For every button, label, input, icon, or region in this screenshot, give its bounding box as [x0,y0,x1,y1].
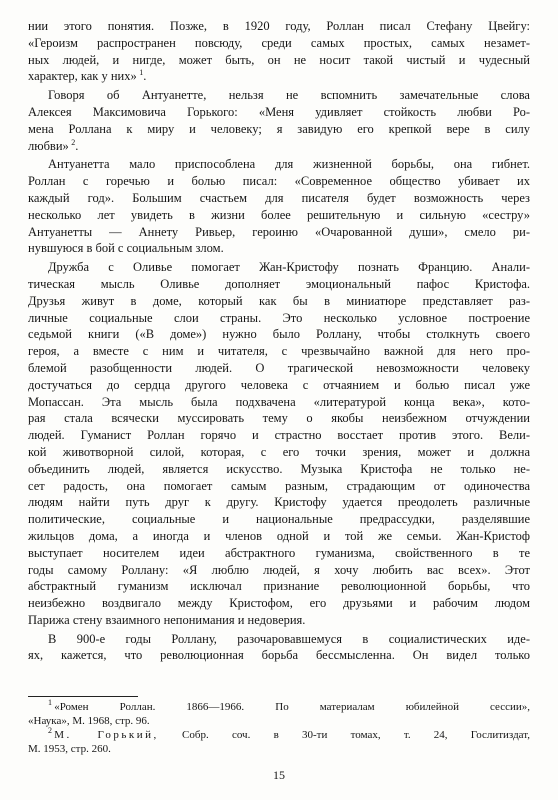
footnote-line [28,728,530,742]
text-line: нии этого понятия. Позже, в 1920 году, Роллан писал Стефану Цвейгу: [28,19,530,33]
text-fragment: Дружба с Оливье помогает Жан-Кристофу познать Францию. Анали- [48,260,530,275]
paragraph-1 [28,18,530,85]
footnote-line: М. 1953, стр. 260. [28,743,111,755]
text-line: любви» $^2$. [28,137,79,153]
text-fragment: Говоря об Антуанетте, нельзя не вспомнить замечательные слова [48,88,530,103]
paragraph-2 [28,87,530,154]
text-line: Антуанетты — Аннету Ривьер, героиню «Очарованной души», смело ри- [28,224,530,239]
footnote-text: Собр. соч. в 30-ти томах, т. 24, Гослитиздат, [182,729,530,741]
footnote-mark: 1 [48,698,52,707]
text-line: политические, социальные и национальные предрассудки, разделявшие [28,512,530,527]
text-line [28,259,530,276]
text-line: достучаться до сердца другого человека с отчаянием и болью писал уже [28,377,530,392]
text-line: героя, а вместе с ним и читателя, с чрезвычайно важной для него про- [28,344,530,359]
paragraph-3 [28,156,530,257]
text-line: нувшуюся в бой с социальным злом. [28,241,224,256]
text-line: рая стала всячески муссировать тему о якобы неизбежном отчуждении [28,411,530,426]
text-line [28,87,530,104]
text-fragment: Антуанетта мало приспособлена для жизненной борьбы, она гибнет. [48,157,530,172]
main-text [28,18,530,664]
text-line: Алексея Максимовича Горького: «Меня удивляет стойкость любви Ро- [28,104,530,119]
footnote-2 [28,728,530,756]
text-line: годы самому Роллану: «Я люблю людей, я хочу любить вас всех». Этот [28,562,530,577]
footnote-mark: 2 [48,726,52,735]
text-line: несколько лет увидеть в жизни более решительную и сильную «сестру» [28,207,530,222]
text-line [28,156,530,173]
text-line: жильцов дома, а иногда и членов одной и той же семьи. Жан-Кристоф [28,528,530,543]
text-line: объединить людей, является искусство. Музыка Кристофа не только не- [28,461,530,476]
text-line: ях, кажется, что революционная борьба бессмысленна. Он видел только [28,648,530,663]
text-line: людям найти путь друг к другу. Кристофу удается преодолеть различные [28,495,530,510]
text-line: блемой разобщенности людей. О трагической невозможности человеку [28,360,530,375]
text-line: седьмой книги («В доме») нужно было Роллану, чтобы столкнуть своего [28,327,530,342]
text-line: выступает носителем идеи абстрактного гуманизма, свойственного в те [28,545,530,560]
footnote-line [28,700,530,714]
text-line: характер, как у них» $^1$. [28,68,147,84]
text-line: Мопассан. Эта мысль была подхвачена «литературой конца века», кото- [28,394,530,409]
text-fragment: характер, как у них» [28,69,137,84]
text-line: мена Роллана к миру и человеку; я завидую его крепкой вере в силу [28,121,530,136]
page-number: 15 [273,768,285,782]
footnotes [28,700,530,756]
text-line: сет радость, она помогает самым разным, страдающим от одиночества [28,478,530,493]
footnote-divider [28,696,138,697]
text-line: личные социальные слои страны. Это несколько условное построение [28,310,530,325]
footnote-ref: 1 [139,68,144,78]
text-line: «Героизм распространен повсюду, среди самых простых, самых незамет- [28,35,530,50]
footnote-line: «Наука», М. 1968, стр. 96. [28,715,150,727]
text-fragment: В 900-е годы Роллану, разочаровавшемуся в социалистических иде- [48,631,530,646]
text-fragment: любви» [28,138,69,153]
text-line: тическая мысль Оливье дополняет эмоциональный пафос Кристофа. [28,276,530,291]
text-line: Парижа стену взаимного непонимания и недоверия. [28,612,306,627]
footnote-text: «Ромен Роллан. 1866—1966. По материалам юбилейной сессии», [54,701,530,713]
text-line: каждый год». Большим счастьем для писателя будет возможность через [28,190,530,205]
footnote-ref: 2 [71,137,76,147]
footnote-1 [28,700,530,728]
text-line: кой животворной силой, которая, с его точки зрения, может и должна [28,444,530,459]
text-line: Друзья живут в доме, который как бы в миниатюре представляет раз- [28,293,530,308]
text-line: ных людей, и нигде, может быть, он не носит такой чистый и чудесный [28,52,530,67]
text-line: людей. Гуманист Роллан горячо и страстно восстает против этого. Вели- [28,428,530,443]
text-line: Роллан с горечью и болью писал: «Современное общество убивает их [28,174,530,189]
paragraph-4 [28,259,530,629]
footnote-author: М. Горький, [54,729,159,741]
paragraph-5 [28,631,530,665]
text-line [28,631,530,648]
text-line: абстрактный гуманизм исключал признание революционной борьбы, что [28,579,530,594]
text-line: неизбежно воздвигало между Кристофом, его друзьями и рабочим людом [28,596,530,611]
